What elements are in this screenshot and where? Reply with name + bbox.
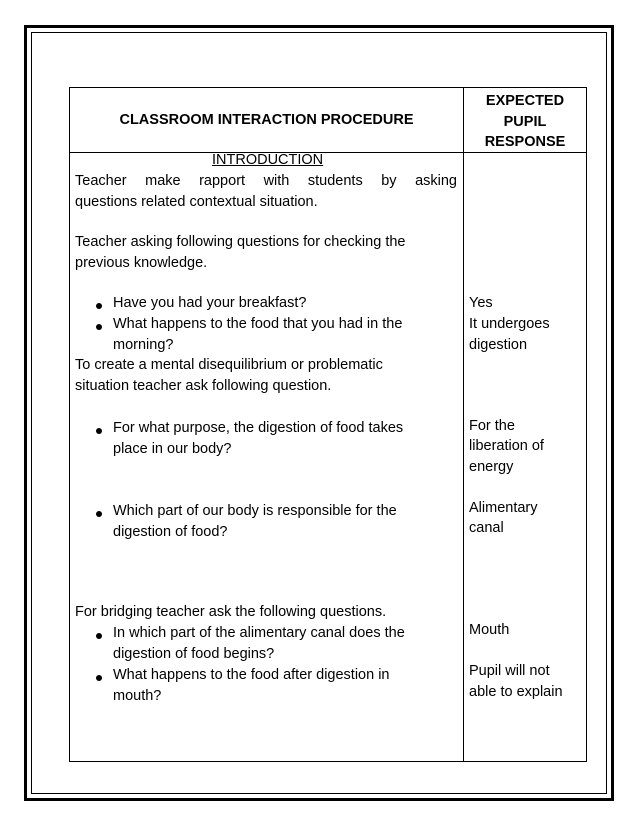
response-unable-explain: Pupil will not [469,663,550,679]
question-body-part: Which part of our body is responsible for the [113,503,397,519]
bullet-icon [96,428,102,434]
response-unable-explain: able to explain [469,684,563,700]
question-digestion-begins: digestion of food begins? [113,646,275,662]
bullet-icon [96,303,102,309]
response-yes: Yes [469,295,493,311]
question-digestion-purpose: For what purpose, the digestion of food takes [113,420,404,436]
question-after-mouth: What happens to the food after digestion in [113,667,390,683]
response-undergoes-digestion: It undergoes [469,316,550,332]
bullet-icon [96,633,102,639]
paragraph-rapport: Teacher make rapport with students by asking [75,173,457,189]
bullet-icon [96,511,102,517]
column-divider [463,88,464,761]
paragraph-bridging: For bridging teacher ask the following questions. [75,604,387,620]
response-energy: liberation of [469,438,544,454]
paragraph-disequilibrium: situation teacher ask following question. [75,378,332,394]
question-breakfast: Have you had your breakfast? [113,295,307,311]
header-response-cell [464,88,586,155]
response-energy: energy [469,459,514,475]
question-digestion-begins: In which part of the alimentary canal does the [113,625,405,641]
response-energy: For the [469,418,515,434]
response-alimentary-canal: Alimentary [469,500,538,516]
header-response-line: PUPIL [503,113,547,130]
paragraph-rapport: questions related contextual situation. [75,194,318,210]
response-undergoes-digestion: digestion [469,337,528,353]
header-procedure: CLASSROOM INTERACTION PROCEDURE [119,112,414,128]
response-alimentary-canal: canal [469,520,504,536]
paragraph-disequilibrium: To create a mental disequilibrium or problematic [75,357,383,373]
bullet-icon [96,675,102,681]
response-mouth: Mouth [469,622,510,638]
introduction-heading: INTRODUCTION [212,152,324,168]
bullet-icon [96,324,102,330]
question-body-part: digestion of food? [113,524,228,540]
question-after-mouth: mouth? [113,688,162,704]
header-response-line: RESPONSE [484,134,566,150]
paragraph-previous-knowledge: Teacher asking following questions for checking the [75,234,406,250]
header-response-line: EXPECTED [485,93,565,109]
question-food-morning: morning? [113,337,174,353]
header-procedure-cell [70,88,463,152]
question-digestion-purpose: place in our body? [113,441,232,457]
question-food-morning: What happens to the food that you had in the [113,316,403,332]
paragraph-previous-knowledge: previous knowledge. [75,255,208,271]
